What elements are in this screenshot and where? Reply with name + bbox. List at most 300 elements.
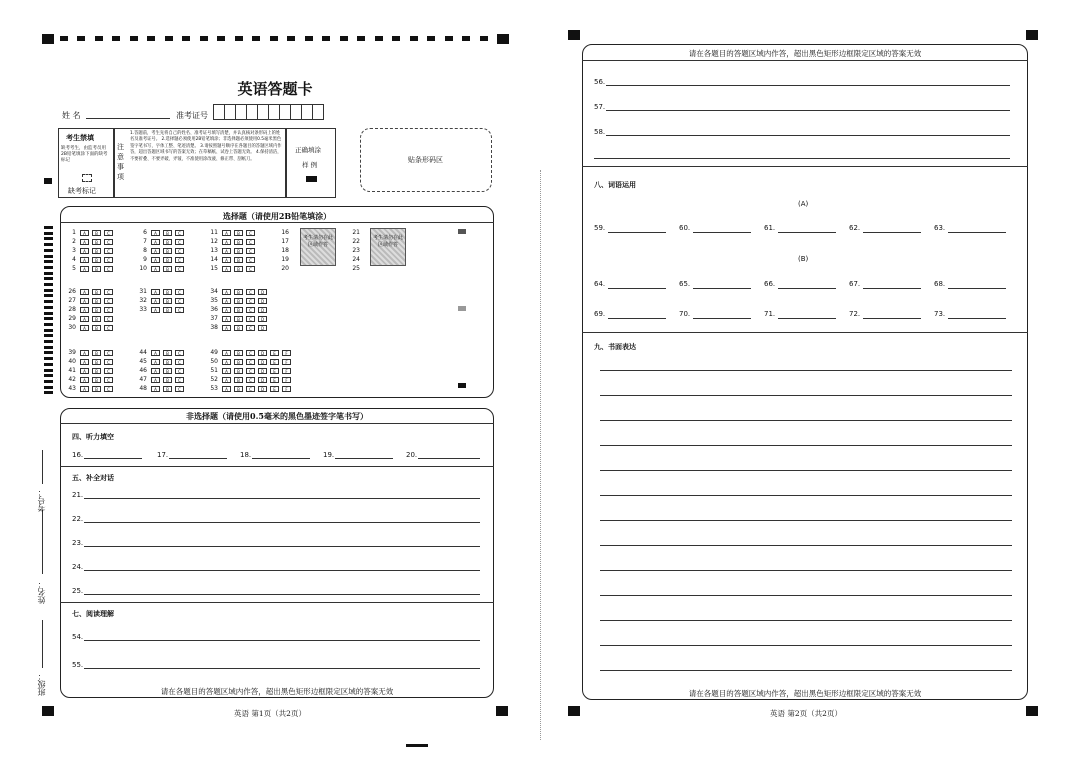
- mcq-option-bubble[interactable]: D: [258, 386, 267, 392]
- q54-label: 54.: [72, 633, 84, 641]
- absent-checkbox[interactable]: [82, 174, 92, 182]
- mcq-option-bubble[interactable]: A: [222, 230, 231, 236]
- mcq-question-number: 40: [68, 358, 76, 365]
- mcq-question-number: 38: [210, 324, 218, 331]
- q23-answer[interactable]: [84, 546, 480, 547]
- name-field[interactable]: [86, 118, 170, 119]
- q17-answer[interactable]: [169, 458, 227, 459]
- mcq-option-bubble[interactable]: C: [104, 368, 113, 374]
- mcq-option-bubble[interactable]: B: [234, 307, 243, 313]
- mcq-option-bubble[interactable]: B: [163, 239, 172, 245]
- mcq-option-bubble[interactable]: B: [234, 325, 243, 331]
- mcq-option-bubble[interactable]: C: [104, 350, 113, 356]
- q67-answer[interactable]: [863, 288, 921, 289]
- row-69-73: [594, 310, 1014, 322]
- mcq-option-bubble[interactable]: B: [163, 350, 172, 356]
- writing-line[interactable]: [600, 670, 1012, 671]
- q69-label: 69.: [594, 310, 606, 318]
- mcq-question-number: 29: [68, 315, 76, 322]
- writing-line[interactable]: [600, 395, 1012, 396]
- mcq-option-bubble[interactable]: A: [151, 248, 160, 254]
- mcq-question-row: [64, 255, 116, 264]
- sample-label: 正确填涂: [295, 146, 321, 154]
- mcq-option-bubble[interactable]: D: [258, 368, 267, 374]
- writing-line[interactable]: [600, 595, 1012, 596]
- mcq-option-bubble[interactable]: C: [246, 316, 255, 322]
- mcq-option-bubble[interactable]: C: [104, 230, 113, 236]
- q18-label: 18.: [240, 451, 252, 459]
- mcq-option-bubble[interactable]: A: [222, 325, 231, 331]
- mcq-option-bubble[interactable]: F: [282, 377, 291, 383]
- q58-answer[interactable]: [606, 135, 1010, 136]
- q73-label: 73.: [934, 310, 946, 318]
- q65-label: 65.: [679, 280, 691, 288]
- q69-answer[interactable]: [608, 318, 666, 319]
- mcq-option-bubble[interactable]: B: [234, 289, 243, 295]
- mcq-question-number: 7: [143, 238, 147, 245]
- timing-mark: [165, 36, 173, 41]
- mcq-question-row: [135, 357, 187, 366]
- mcq-option-bubble[interactable]: B: [92, 368, 101, 374]
- mcq-option-bubble[interactable]: A: [151, 359, 160, 365]
- q57-label: 57.: [594, 103, 606, 111]
- mcq-option-bubble[interactable]: C: [246, 386, 255, 392]
- mcq-option-bubble[interactable]: D: [258, 377, 267, 383]
- mcq-question-number: 9: [143, 256, 147, 263]
- mcq-option-bubble[interactable]: B: [163, 289, 172, 295]
- mcq-option-bubble[interactable]: B: [234, 230, 243, 236]
- timing-mark: [44, 243, 53, 246]
- mcq-option-bubble[interactable]: A: [151, 239, 160, 245]
- mcq-option-bubble[interactable]: C: [104, 377, 113, 383]
- mcq-option-bubble[interactable]: C: [104, 316, 113, 322]
- mcq-option-bubble[interactable]: B: [163, 266, 172, 272]
- writing-line[interactable]: [600, 420, 1012, 421]
- q54-answer[interactable]: [84, 640, 480, 641]
- block-mark-1: [458, 229, 466, 234]
- mcq-question-number: 1: [72, 229, 76, 236]
- mcq-question-row: [64, 323, 116, 332]
- mcq-option-bubble[interactable]: B: [92, 257, 101, 263]
- timing-mark: [112, 36, 120, 41]
- barcode-label: 贴条形码区: [408, 156, 443, 164]
- q19-answer[interactable]: [335, 458, 393, 459]
- mcq-question-number: 48: [139, 385, 147, 392]
- mcq-option-bubble[interactable]: E: [270, 368, 279, 374]
- timing-mark: [200, 36, 208, 41]
- mcq-option-bubble[interactable]: B: [234, 298, 243, 304]
- q20-answer[interactable]: [418, 458, 480, 459]
- mcq-option-bubble[interactable]: C: [175, 386, 184, 392]
- mcq-question-row: [348, 246, 364, 255]
- mcq-option-bubble[interactable]: C: [175, 230, 184, 236]
- mcq-question-row: [206, 375, 294, 384]
- mcq-question-number: 10: [139, 265, 147, 272]
- mcq-question-number: 41: [68, 367, 76, 374]
- mcq-option-bubble[interactable]: C: [246, 359, 255, 365]
- mcq-option-bubble[interactable]: B: [163, 386, 172, 392]
- mcq-question-number: 20: [281, 265, 289, 272]
- mcq-option-bubble[interactable]: B: [92, 289, 101, 295]
- timing-mark: [44, 391, 53, 394]
- mcq-option-bubble[interactable]: A: [80, 248, 89, 254]
- mcq-option-bubble[interactable]: A: [222, 248, 231, 254]
- nonmcq-title: 非选择题（请使用0.5毫米的黑色墨迹签字笔书写）: [186, 411, 368, 421]
- mcq-option-bubble[interactable]: D: [258, 316, 267, 322]
- mcq-option-bubble[interactable]: A: [80, 350, 89, 356]
- mcq-option-bubble[interactable]: C: [175, 239, 184, 245]
- mcq-option-bubble[interactable]: B: [234, 239, 243, 245]
- mcq-option-bubble[interactable]: A: [80, 316, 89, 322]
- timing-mark: [44, 317, 53, 320]
- mcq-question-row: [206, 314, 270, 323]
- q18-answer[interactable]: [252, 458, 310, 459]
- mcq-option-bubble[interactable]: C: [175, 307, 184, 313]
- sample-word: 样 例: [302, 161, 318, 169]
- section-5-title: 五、补全对话: [72, 474, 114, 482]
- mcq-question-row: [64, 384, 116, 393]
- mcq-option-bubble[interactable]: C: [175, 368, 184, 374]
- mcq-option-bubble[interactable]: B: [92, 377, 101, 383]
- mcq-option-bubble[interactable]: E: [270, 386, 279, 392]
- mcq-option-bubble[interactable]: C: [175, 377, 184, 383]
- writing-line[interactable]: [600, 470, 1012, 471]
- page-2: [540, 0, 1080, 764]
- mcq-option-bubble[interactable]: B: [92, 298, 101, 304]
- q59-label: 59.: [594, 224, 606, 232]
- mcq-option-bubble[interactable]: D: [258, 325, 267, 331]
- mcq-option-bubble[interactable]: C: [104, 289, 113, 295]
- mcq-option-bubble[interactable]: B: [92, 316, 101, 322]
- q71-answer[interactable]: [778, 318, 836, 319]
- timing-mark: [44, 306, 53, 309]
- mcq-question-number: 52: [210, 376, 218, 383]
- mcq-option-bubble[interactable]: B: [92, 350, 101, 356]
- mcq-question-number: 15: [210, 265, 218, 272]
- mcq-question-number: 2: [72, 238, 76, 245]
- mcq-question-row: [206, 237, 258, 246]
- q73-answer[interactable]: [948, 318, 1006, 319]
- mcq-question-number: 36: [210, 306, 218, 313]
- mcq-option-bubble[interactable]: B: [234, 266, 243, 272]
- forbid-text-1: 考生请勿在此区域作答: [302, 235, 333, 248]
- mcq-option-bubble[interactable]: C: [104, 257, 113, 263]
- mcq-option-bubble[interactable]: A: [222, 350, 231, 356]
- mcq-option-bubble[interactable]: A: [151, 377, 160, 383]
- mcq-option-bubble[interactable]: B: [234, 368, 243, 374]
- mcq-option-bubble[interactable]: D: [258, 289, 267, 295]
- mcq-question-row: [135, 375, 187, 384]
- mcq-option-bubble[interactable]: A: [80, 257, 89, 263]
- mcq-column: [206, 287, 270, 332]
- mcq-option-bubble[interactable]: A: [151, 350, 160, 356]
- mcq-option-bubble[interactable]: C: [104, 307, 113, 313]
- mcq-question-number: 14: [210, 256, 218, 263]
- q25-answer[interactable]: [84, 594, 480, 595]
- mcq-option-bubble[interactable]: D: [258, 359, 267, 365]
- mcq-question-row: [348, 255, 364, 264]
- mcq-option-bubble[interactable]: D: [258, 298, 267, 304]
- block-mark-3: [458, 383, 466, 388]
- mcq-option-bubble[interactable]: C: [246, 239, 255, 245]
- mcq-option-bubble[interactable]: B: [234, 350, 243, 356]
- mcq-option-bubble[interactable]: A: [151, 289, 160, 295]
- mcq-option-bubble[interactable]: C: [246, 248, 255, 254]
- timing-mark: [44, 363, 53, 366]
- mcq-question-row: [64, 287, 116, 296]
- writing-line[interactable]: [600, 570, 1012, 571]
- mcq-option-bubble[interactable]: A: [80, 386, 89, 392]
- mcq-option-bubble[interactable]: A: [80, 359, 89, 365]
- mcq-option-bubble[interactable]: C: [104, 359, 113, 365]
- mcq-option-bubble[interactable]: B: [92, 266, 101, 272]
- q24-answer[interactable]: [84, 570, 480, 571]
- mcq-option-bubble[interactable]: C: [175, 266, 184, 272]
- corner-mark-br: [496, 706, 508, 716]
- mcq-option-bubble[interactable]: C: [104, 266, 113, 272]
- writing-line[interactable]: [600, 545, 1012, 546]
- mcq-option-bubble[interactable]: F: [282, 350, 291, 356]
- extra-line[interactable]: [594, 158, 1010, 159]
- mcq-option-bubble[interactable]: F: [282, 368, 291, 374]
- timing-mark: [44, 340, 53, 343]
- mcq-option-bubble[interactable]: C: [246, 298, 255, 304]
- writing-line[interactable]: [600, 520, 1012, 521]
- mcq-option-bubble[interactable]: B: [163, 257, 172, 263]
- mcq-question-row: [135, 287, 187, 296]
- mcq-option-bubble[interactable]: E: [270, 359, 279, 365]
- mcq-option-bubble[interactable]: A: [151, 266, 160, 272]
- mcq-option-bubble[interactable]: A: [80, 239, 89, 245]
- mcq-option-bubble[interactable]: D: [258, 350, 267, 356]
- mcq-option-bubble[interactable]: D: [258, 307, 267, 313]
- q57-answer[interactable]: [606, 110, 1010, 111]
- mcq-option-bubble[interactable]: A: [222, 386, 231, 392]
- mcq-option-bubble[interactable]: A: [222, 266, 231, 272]
- mcq-option-bubble[interactable]: A: [222, 377, 231, 383]
- mcq-option-bubble[interactable]: A: [222, 289, 231, 295]
- mcq-option-bubble[interactable]: A: [222, 307, 231, 313]
- mcq-question-number: 39: [68, 349, 76, 356]
- mcq-option-bubble[interactable]: B: [163, 377, 172, 383]
- mcq-option-bubble[interactable]: B: [234, 359, 243, 365]
- mcq-option-bubble[interactable]: A: [222, 257, 231, 263]
- mcq-option-bubble[interactable]: C: [246, 368, 255, 374]
- writing-line[interactable]: [600, 645, 1012, 646]
- mcq-question-row: [135, 305, 187, 314]
- mcq-option-bubble[interactable]: B: [163, 359, 172, 365]
- mcq-option-bubble[interactable]: A: [80, 368, 89, 374]
- mcq-option-bubble[interactable]: A: [222, 359, 231, 365]
- timing-mark: [44, 346, 53, 349]
- mcq-option-bubble[interactable]: A: [80, 307, 89, 313]
- q61-answer[interactable]: [778, 232, 836, 233]
- writing-line[interactable]: [600, 445, 1012, 446]
- timing-mark: [445, 36, 453, 41]
- mcq-option-bubble[interactable]: B: [92, 239, 101, 245]
- mcq-option-bubble[interactable]: A: [151, 230, 160, 236]
- mcq-option-bubble[interactable]: B: [92, 386, 101, 392]
- mcq-question-row: [135, 296, 187, 305]
- writing-line[interactable]: [600, 620, 1012, 621]
- mcq-column: [135, 348, 187, 393]
- q16-label: 16.: [72, 451, 84, 459]
- q65-answer[interactable]: [693, 288, 751, 289]
- mcq-question-number: 31: [139, 288, 147, 295]
- mcq-option-bubble[interactable]: A: [151, 386, 160, 392]
- q68-answer[interactable]: [948, 288, 1006, 289]
- mcq-option-bubble[interactable]: B: [163, 298, 172, 304]
- mcq-option-bubble[interactable]: B: [234, 257, 243, 263]
- bottom-mark: [406, 744, 428, 747]
- mcq-option-bubble[interactable]: C: [104, 325, 113, 331]
- mcq-question-row: [206, 348, 294, 357]
- corner-mark-tr: [1026, 30, 1038, 40]
- writing-line[interactable]: [600, 495, 1012, 496]
- mcq-question-row: [64, 357, 116, 366]
- mcq-option-bubble[interactable]: C: [246, 325, 255, 331]
- mcq-question-number: 50: [210, 358, 218, 365]
- mcq-option-bubble[interactable]: A: [80, 377, 89, 383]
- mcq-question-number: 17: [281, 238, 289, 245]
- mcq-option-bubble[interactable]: A: [222, 368, 231, 374]
- mcq-question-number: 12: [210, 238, 218, 245]
- mcq-option-bubble[interactable]: B: [163, 230, 172, 236]
- timing-mark: [130, 36, 138, 41]
- mcq-option-bubble[interactable]: A: [80, 298, 89, 304]
- mcq-option-bubble[interactable]: C: [175, 350, 184, 356]
- mcq-option-bubble[interactable]: B: [234, 377, 243, 383]
- mcq-option-bubble[interactable]: B: [92, 359, 101, 365]
- mcq-option-bubble[interactable]: C: [175, 257, 184, 263]
- mcq-question-number: 24: [352, 256, 360, 263]
- mcq-option-bubble[interactable]: C: [104, 386, 113, 392]
- q55-answer[interactable]: [84, 668, 480, 669]
- mcq-option-bubble[interactable]: C: [175, 298, 184, 304]
- mcq-option-bubble[interactable]: A: [151, 307, 160, 313]
- q16-answer[interactable]: [84, 458, 142, 459]
- section-8-title: 八、词语运用: [594, 181, 636, 189]
- mcq-option-bubble[interactable]: B: [234, 316, 243, 322]
- mcq-option-bubble[interactable]: F: [282, 359, 291, 365]
- mcq-question-number: 11: [210, 229, 218, 236]
- timing-mark: [235, 36, 243, 41]
- mcq-column: [64, 348, 116, 393]
- mcq-option-bubble[interactable]: B: [234, 248, 243, 254]
- mcq-option-bubble[interactable]: C: [104, 248, 113, 254]
- q21-label: 21.: [72, 491, 84, 499]
- mcq-question-row: [348, 228, 364, 237]
- q21-answer[interactable]: [84, 498, 480, 499]
- mcq-option-bubble[interactable]: E: [270, 350, 279, 356]
- ticket-digit-box[interactable]: [312, 104, 324, 120]
- mcq-option-bubble[interactable]: C: [246, 257, 255, 263]
- q62-answer[interactable]: [863, 232, 921, 233]
- q58-label: 58.: [594, 128, 606, 136]
- timing-marks-left: [44, 226, 54, 396]
- timing-mark: [44, 249, 53, 252]
- q70-label: 70.: [679, 310, 691, 318]
- mcq-option-bubble[interactable]: A: [80, 266, 89, 272]
- q60-answer[interactable]: [693, 232, 751, 233]
- mcq-option-bubble[interactable]: A: [80, 289, 89, 295]
- mcq-option-bubble[interactable]: C: [246, 350, 255, 356]
- mcq-option-bubble[interactable]: A: [151, 298, 160, 304]
- ticket-number-boxes[interactable]: [214, 104, 324, 120]
- mcq-question-row: [206, 366, 294, 375]
- mcq-option-bubble[interactable]: C: [175, 248, 184, 254]
- mcq-option-bubble[interactable]: F: [282, 386, 291, 392]
- timing-mark: [44, 289, 53, 292]
- mcq-question-row: [206, 357, 294, 366]
- mcq-option-bubble[interactable]: B: [163, 368, 172, 374]
- mcq-option-bubble[interactable]: A: [222, 316, 231, 322]
- mcq-column: [277, 228, 293, 273]
- mcq-question-row: [64, 296, 116, 305]
- mcq-title: 选择题（请使用2B铅笔填涂）: [222, 211, 332, 221]
- mcq-column: [64, 228, 116, 273]
- q19-label: 19.: [323, 451, 335, 459]
- mcq-question-number: 33: [139, 306, 147, 313]
- q59-answer[interactable]: [608, 232, 666, 233]
- mcq-option-bubble[interactable]: A: [222, 298, 231, 304]
- q22-answer[interactable]: [84, 522, 480, 523]
- mcq-option-bubble[interactable]: C: [175, 359, 184, 365]
- mcq-option-bubble[interactable]: C: [246, 289, 255, 295]
- mcq-question-row: [64, 237, 116, 246]
- mcq-option-bubble[interactable]: A: [151, 368, 160, 374]
- mcq-option-bubble[interactable]: B: [163, 248, 172, 254]
- mcq-option-bubble[interactable]: A: [80, 325, 89, 331]
- mcq-option-bubble[interactable]: A: [80, 230, 89, 236]
- mcq-option-bubble[interactable]: C: [175, 289, 184, 295]
- timing-mark: [497, 34, 509, 44]
- mcq-option-bubble[interactable]: C: [104, 298, 113, 304]
- q72-answer[interactable]: [863, 318, 921, 319]
- timing-mark: [427, 36, 435, 41]
- mcq-question-row: [206, 323, 270, 332]
- q24-label: 24.: [72, 563, 84, 571]
- writing-lines[interactable]: [600, 360, 1012, 680]
- mcq-option-bubble[interactable]: A: [222, 239, 231, 245]
- notice-title: 考生禁填: [66, 134, 94, 142]
- writing-line[interactable]: [600, 370, 1012, 371]
- q63-answer[interactable]: [948, 232, 1006, 233]
- mcq-option-bubble[interactable]: B: [163, 307, 172, 313]
- mcq-option-bubble[interactable]: B: [234, 386, 243, 392]
- mcq-option-bubble[interactable]: B: [92, 307, 101, 313]
- side-name-label: 姓名：: [37, 580, 46, 604]
- mcq-option-bubble[interactable]: B: [92, 248, 101, 254]
- q70-answer[interactable]: [693, 318, 751, 319]
- mcq-option-bubble[interactable]: A: [151, 257, 160, 263]
- mcq-option-bubble[interactable]: C: [104, 239, 113, 245]
- timing-mark: [305, 36, 313, 41]
- q64-answer[interactable]: [608, 288, 666, 289]
- notes-label: 注意事项: [117, 143, 124, 181]
- mcq-option-bubble[interactable]: C: [246, 307, 255, 313]
- mcq-option-bubble[interactable]: B: [92, 325, 101, 331]
- timing-mark: [44, 260, 53, 263]
- mcq-option-bubble[interactable]: C: [246, 266, 255, 272]
- mcq-option-bubble[interactable]: B: [92, 230, 101, 236]
- page1-footer-note: 请在各题目的答题区域内作答，超出黑色矩形边框限定区域的答案无效: [160, 687, 394, 696]
- q66-answer[interactable]: [778, 288, 836, 289]
- mcq-option-bubble[interactable]: E: [270, 377, 279, 383]
- mcq-option-bubble[interactable]: C: [246, 230, 255, 236]
- mcq-option-bubble[interactable]: C: [246, 377, 255, 383]
- q56-answer[interactable]: [606, 85, 1010, 86]
